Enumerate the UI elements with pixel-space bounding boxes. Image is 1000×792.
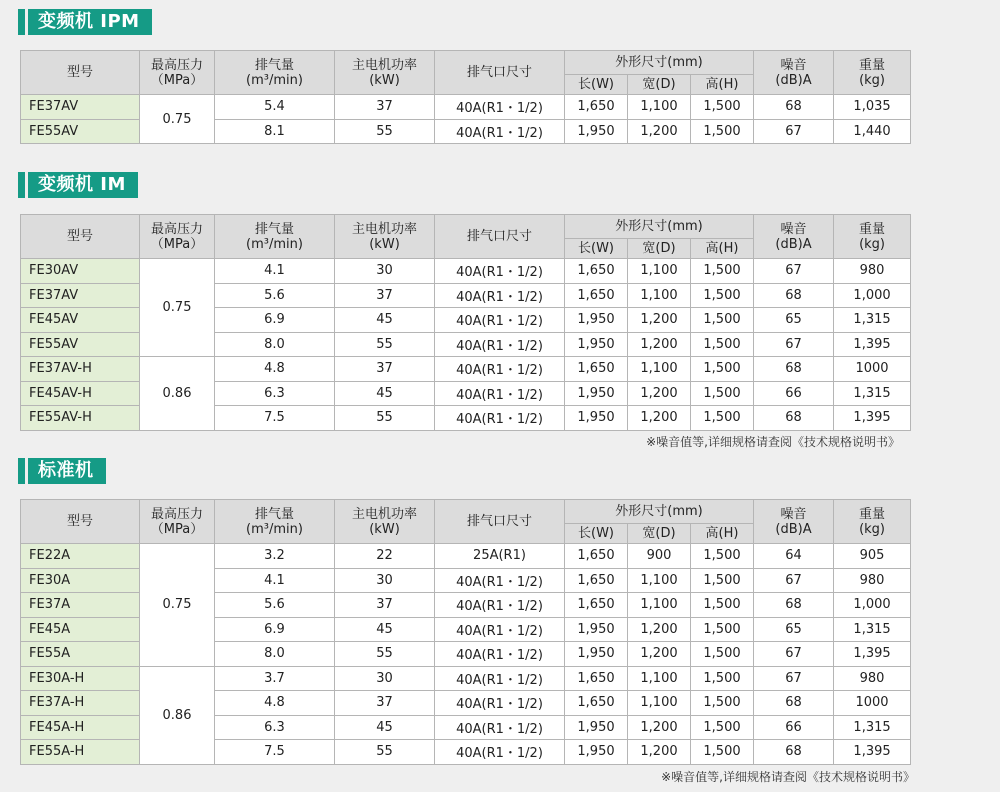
model-cell: FE55A <box>21 642 140 667</box>
dim-h-cell: 1,500 <box>691 642 754 667</box>
pressure-cell: 0.75 <box>140 95 215 144</box>
dim-w-cell: 1,650 <box>565 568 628 593</box>
header-outlet: 排气口尺寸 <box>435 51 565 95</box>
power-cell: 37 <box>335 691 435 716</box>
dim-h-cell: 1,500 <box>691 332 754 357</box>
weight-cell: 1000 <box>834 691 911 716</box>
dim-h-cell: 1,500 <box>691 617 754 642</box>
model-cell: FE45A <box>21 617 140 642</box>
dim-w-cell: 1,950 <box>565 308 628 333</box>
weight-cell: 980 <box>834 568 911 593</box>
dim-w-cell: 1,950 <box>565 715 628 740</box>
power-cell: 55 <box>335 642 435 667</box>
weight-cell: 1,395 <box>834 406 911 431</box>
flow-cell: 3.2 <box>215 544 335 569</box>
dim-h-cell: 1,500 <box>691 666 754 691</box>
power-cell: 37 <box>335 593 435 618</box>
dim-w-cell: 1,650 <box>565 691 628 716</box>
header-noise: 噪音 (dB)A <box>754 51 834 95</box>
weight-cell: 1,315 <box>834 308 911 333</box>
table-row <box>21 259 911 284</box>
dim-d-cell: 1,200 <box>628 332 691 357</box>
dim-h-cell: 1,500 <box>691 568 754 593</box>
dim-d-cell: 1,200 <box>628 119 691 144</box>
pressure-cell: 0.75 <box>140 544 215 667</box>
noise-cell: 64 <box>754 544 834 569</box>
header-dimensions: 外形尺寸(mm) <box>565 215 754 239</box>
model-cell: FE37A <box>21 593 140 618</box>
model-cell: FE37AV <box>21 283 140 308</box>
model-cell: FE55AV-H <box>21 406 140 431</box>
noise-cell: 67 <box>754 259 834 284</box>
outlet-cell: 40A(R1・1/2) <box>435 642 565 667</box>
header-weight: 重量 (kg) <box>834 215 911 259</box>
header-noise: 噪音 (dB)A <box>754 215 834 259</box>
spec-table-standard <box>20 499 911 765</box>
dim-w-cell: 1,950 <box>565 617 628 642</box>
noise-cell: 68 <box>754 691 834 716</box>
outlet-cell: 40A(R1・1/2) <box>435 95 565 120</box>
header-dim-w: 长(W) <box>565 75 628 95</box>
weight-cell: 1,440 <box>834 119 911 144</box>
power-cell: 45 <box>335 715 435 740</box>
header-dim-d: 宽(D) <box>628 75 691 95</box>
noise-cell: 65 <box>754 617 834 642</box>
weight-cell: 1,000 <box>834 593 911 618</box>
section-title-text: 变频机 IPM <box>28 9 152 35</box>
noise-cell: 68 <box>754 593 834 618</box>
flow-cell: 8.0 <box>215 642 335 667</box>
table-row <box>21 666 911 691</box>
dim-w-cell: 1,950 <box>565 119 628 144</box>
header-power: 主电机功率 (kW) <box>335 215 435 259</box>
outlet-cell: 40A(R1・1/2) <box>435 308 565 333</box>
header-noise: 噪音 (dB)A <box>754 500 834 544</box>
outlet-cell: 40A(R1・1/2) <box>435 332 565 357</box>
model-cell: FE55AV <box>21 332 140 357</box>
flow-cell: 8.1 <box>215 119 335 144</box>
section-title-im <box>18 172 138 198</box>
section-title-ipm <box>18 9 152 35</box>
model-cell: FE45AV <box>21 308 140 333</box>
power-cell: 55 <box>335 740 435 765</box>
dim-h-cell: 1,500 <box>691 283 754 308</box>
dim-d-cell: 1,200 <box>628 381 691 406</box>
dim-h-cell: 1,500 <box>691 308 754 333</box>
header-weight: 重量 (kg) <box>834 51 911 95</box>
noise-cell: 68 <box>754 283 834 308</box>
power-cell: 37 <box>335 95 435 120</box>
header-dim-w: 长(W) <box>565 239 628 259</box>
header-power: 主电机功率 (kW) <box>335 51 435 95</box>
outlet-cell: 40A(R1・1/2) <box>435 568 565 593</box>
flow-cell: 4.8 <box>215 357 335 382</box>
flow-cell: 5.6 <box>215 593 335 618</box>
header-dimensions: 外形尺寸(mm) <box>565 500 754 524</box>
section-title-text: 变频机 IM <box>28 172 138 198</box>
model-cell: FE55AV <box>21 119 140 144</box>
outlet-cell: 40A(R1・1/2) <box>435 119 565 144</box>
noise-cell: 68 <box>754 357 834 382</box>
dim-w-cell: 1,650 <box>565 259 628 284</box>
flow-cell: 5.6 <box>215 283 335 308</box>
noise-cell: 67 <box>754 119 834 144</box>
weight-cell: 1000 <box>834 357 911 382</box>
header-dim-h: 高(H) <box>691 239 754 259</box>
header-dim-d: 宽(D) <box>628 524 691 544</box>
power-cell: 30 <box>335 568 435 593</box>
outlet-cell: 40A(R1・1/2) <box>435 259 565 284</box>
weight-cell: 905 <box>834 544 911 569</box>
noise-cell: 66 <box>754 715 834 740</box>
flow-cell: 3.7 <box>215 666 335 691</box>
outlet-cell: 40A(R1・1/2) <box>435 617 565 642</box>
dim-d-cell: 1,100 <box>628 691 691 716</box>
power-cell: 37 <box>335 357 435 382</box>
model-cell: FE45AV-H <box>21 381 140 406</box>
noise-cell: 67 <box>754 666 834 691</box>
header-pressure: 最高压力 （MPa） <box>140 500 215 544</box>
dim-d-cell: 1,100 <box>628 666 691 691</box>
dim-w-cell: 1,650 <box>565 95 628 120</box>
weight-cell: 1,000 <box>834 283 911 308</box>
dim-h-cell: 1,500 <box>691 691 754 716</box>
header-pressure: 最高压力 （MPa） <box>140 215 215 259</box>
dim-h-cell: 1,500 <box>691 593 754 618</box>
spec-table-ipm <box>20 50 911 144</box>
flow-cell: 6.9 <box>215 617 335 642</box>
model-cell: FE37A-H <box>21 691 140 716</box>
noise-cell: 67 <box>754 332 834 357</box>
noise-cell: 68 <box>754 95 834 120</box>
dim-d-cell: 1,100 <box>628 357 691 382</box>
power-cell: 45 <box>335 308 435 333</box>
dim-w-cell: 1,650 <box>565 544 628 569</box>
power-cell: 45 <box>335 381 435 406</box>
power-cell: 30 <box>335 666 435 691</box>
flow-cell: 4.1 <box>215 568 335 593</box>
model-cell: FE22A <box>21 544 140 569</box>
weight-cell: 980 <box>834 259 911 284</box>
dim-w-cell: 1,650 <box>565 666 628 691</box>
dim-h-cell: 1,500 <box>691 119 754 144</box>
model-cell: FE37AV-H <box>21 357 140 382</box>
outlet-cell: 40A(R1・1/2) <box>435 283 565 308</box>
flow-cell: 7.5 <box>215 740 335 765</box>
power-cell: 30 <box>335 259 435 284</box>
dim-d-cell: 1,200 <box>628 715 691 740</box>
dim-w-cell: 1,950 <box>565 642 628 667</box>
power-cell: 45 <box>335 617 435 642</box>
section-title-standard <box>18 458 106 484</box>
table-row <box>21 95 911 120</box>
dim-d-cell: 1,200 <box>628 617 691 642</box>
header-dim-h: 高(H) <box>691 75 754 95</box>
outlet-cell: 40A(R1・1/2) <box>435 357 565 382</box>
dim-d-cell: 1,100 <box>628 593 691 618</box>
noise-cell: 67 <box>754 568 834 593</box>
model-cell: FE30A <box>21 568 140 593</box>
header-model: 型号 <box>21 500 140 544</box>
section-title-text: 标准机 <box>28 458 106 484</box>
noise-cell: 66 <box>754 381 834 406</box>
power-cell: 55 <box>335 406 435 431</box>
noise-cell: 68 <box>754 740 834 765</box>
header-flow: 排气量 (m³/min) <box>215 500 335 544</box>
model-cell: FE37AV <box>21 95 140 120</box>
dim-d-cell: 1,100 <box>628 283 691 308</box>
weight-cell: 1,395 <box>834 642 911 667</box>
table-row <box>21 357 911 382</box>
header-outlet: 排气口尺寸 <box>435 500 565 544</box>
dim-h-cell: 1,500 <box>691 715 754 740</box>
outlet-cell: 40A(R1・1/2) <box>435 406 565 431</box>
dim-w-cell: 1,650 <box>565 283 628 308</box>
weight-cell: 1,035 <box>834 95 911 120</box>
flow-cell: 6.3 <box>215 715 335 740</box>
dim-h-cell: 1,500 <box>691 406 754 431</box>
header-pressure: 最高压力 （MPa） <box>140 51 215 95</box>
dim-d-cell: 1,100 <box>628 568 691 593</box>
flow-cell: 4.1 <box>215 259 335 284</box>
dim-w-cell: 1,950 <box>565 381 628 406</box>
dim-d-cell: 1,100 <box>628 95 691 120</box>
dim-d-cell: 1,200 <box>628 642 691 667</box>
dim-h-cell: 1,500 <box>691 740 754 765</box>
outlet-cell: 40A(R1・1/2) <box>435 593 565 618</box>
dim-h-cell: 1,500 <box>691 95 754 120</box>
model-cell: FE45A-H <box>21 715 140 740</box>
header-flow: 排气量 (m³/min) <box>215 215 335 259</box>
noise-cell: 68 <box>754 406 834 431</box>
outlet-cell: 40A(R1・1/2) <box>435 691 565 716</box>
header-power: 主电机功率 (kW) <box>335 500 435 544</box>
dim-h-cell: 1,500 <box>691 381 754 406</box>
dim-h-cell: 1,500 <box>691 357 754 382</box>
power-cell: 37 <box>335 283 435 308</box>
footnote: ※噪音值等,详细规格请查阅《技术规格说明书》 <box>661 770 915 784</box>
header-outlet: 排气口尺寸 <box>435 215 565 259</box>
model-cell: FE30A-H <box>21 666 140 691</box>
flow-cell: 6.9 <box>215 308 335 333</box>
header-weight: 重量 (kg) <box>834 500 911 544</box>
weight-cell: 1,315 <box>834 715 911 740</box>
spec-table-im <box>20 214 911 431</box>
weight-cell: 1,315 <box>834 381 911 406</box>
dim-d-cell: 1,200 <box>628 406 691 431</box>
weight-cell: 1,395 <box>834 740 911 765</box>
header-flow: 排气量 (m³/min) <box>215 51 335 95</box>
dim-w-cell: 1,950 <box>565 332 628 357</box>
header-model: 型号 <box>21 51 140 95</box>
weight-cell: 1,315 <box>834 617 911 642</box>
dim-d-cell: 900 <box>628 544 691 569</box>
dim-h-cell: 1,500 <box>691 544 754 569</box>
flow-cell: 7.5 <box>215 406 335 431</box>
dim-h-cell: 1,500 <box>691 259 754 284</box>
noise-cell: 65 <box>754 308 834 333</box>
weight-cell: 1,395 <box>834 332 911 357</box>
model-cell: FE55A-H <box>21 740 140 765</box>
power-cell: 55 <box>335 119 435 144</box>
outlet-cell: 40A(R1・1/2) <box>435 666 565 691</box>
power-cell: 55 <box>335 332 435 357</box>
flow-cell: 6.3 <box>215 381 335 406</box>
dim-d-cell: 1,100 <box>628 259 691 284</box>
model-cell: FE30AV <box>21 259 140 284</box>
weight-cell: 980 <box>834 666 911 691</box>
header-dim-d: 宽(D) <box>628 239 691 259</box>
outlet-cell: 40A(R1・1/2) <box>435 381 565 406</box>
header-dim-w: 长(W) <box>565 524 628 544</box>
header-dimensions: 外形尺寸(mm) <box>565 51 754 75</box>
footnote: ※噪音值等,详细规格请查阅《技术规格说明书》 <box>646 435 900 449</box>
pressure-cell: 0.86 <box>140 357 215 431</box>
noise-cell: 67 <box>754 642 834 667</box>
outlet-cell: 25A(R1) <box>435 544 565 569</box>
power-cell: 22 <box>335 544 435 569</box>
outlet-cell: 40A(R1・1/2) <box>435 715 565 740</box>
table-row <box>21 544 911 569</box>
flow-cell: 8.0 <box>215 332 335 357</box>
dim-d-cell: 1,200 <box>628 740 691 765</box>
pressure-cell: 0.86 <box>140 666 215 764</box>
dim-w-cell: 1,950 <box>565 740 628 765</box>
dim-w-cell: 1,950 <box>565 406 628 431</box>
header-dim-h: 高(H) <box>691 524 754 544</box>
flow-cell: 4.8 <box>215 691 335 716</box>
pressure-cell: 0.75 <box>140 259 215 357</box>
header-model: 型号 <box>21 215 140 259</box>
flow-cell: 5.4 <box>215 95 335 120</box>
dim-w-cell: 1,650 <box>565 593 628 618</box>
dim-w-cell: 1,650 <box>565 357 628 382</box>
dim-d-cell: 1,200 <box>628 308 691 333</box>
outlet-cell: 40A(R1・1/2) <box>435 740 565 765</box>
